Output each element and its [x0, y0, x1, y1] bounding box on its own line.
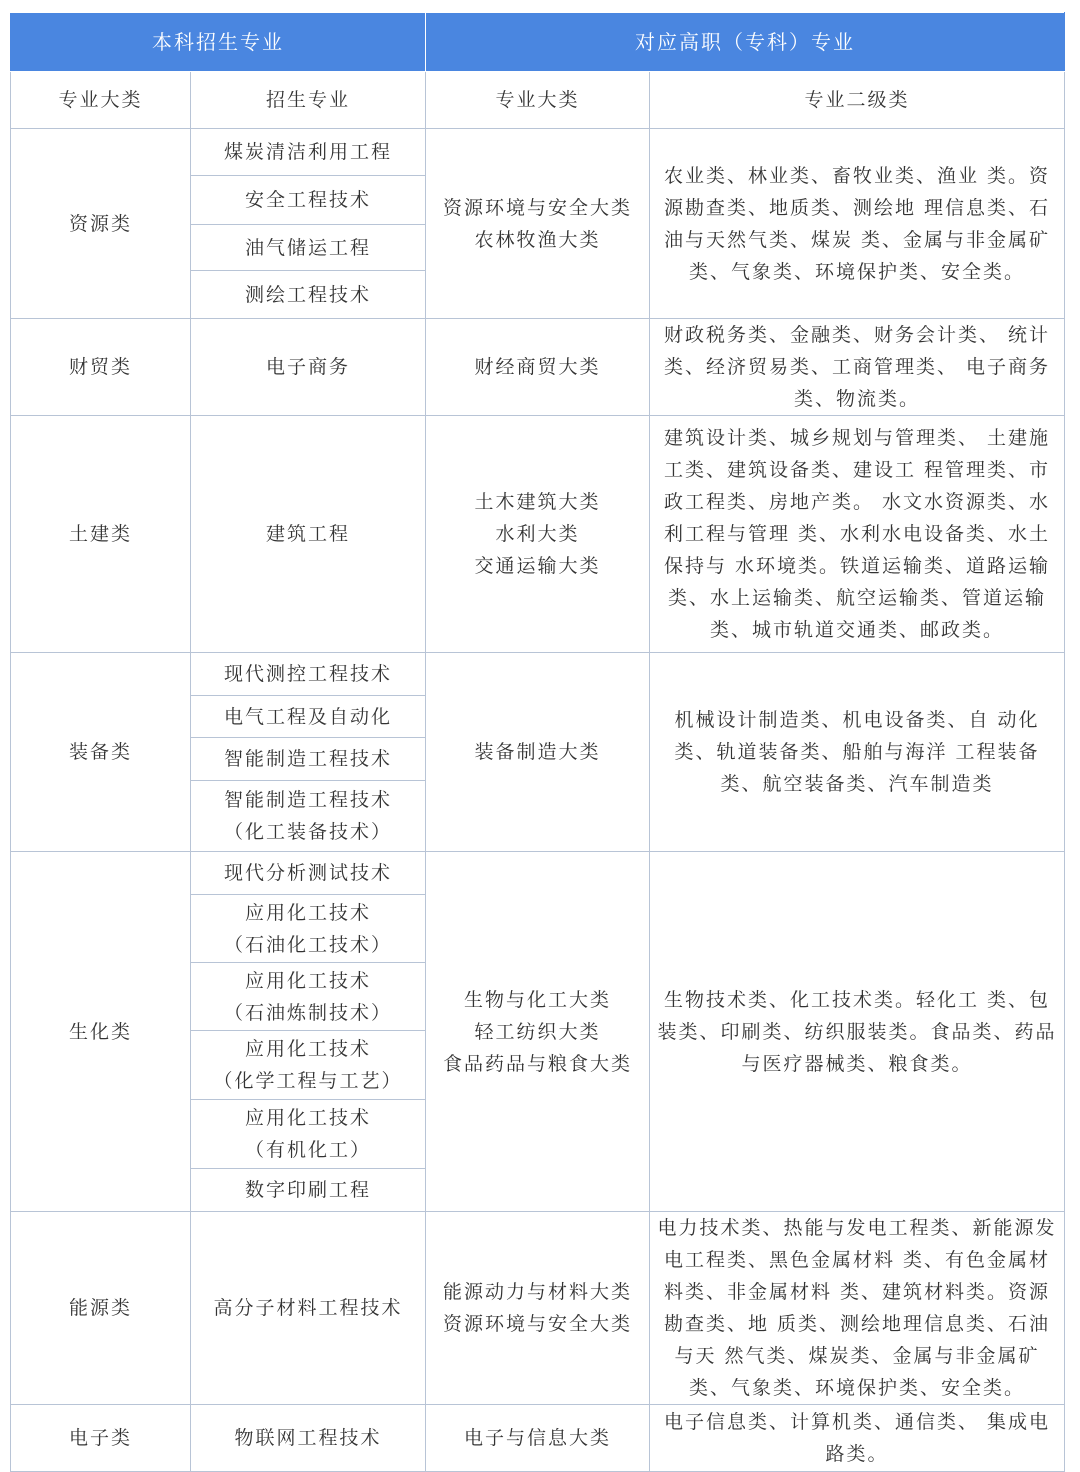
column-header-row [11, 72, 1065, 129]
major-cell: 数字印刷工程 [191, 1169, 426, 1212]
hv-category-line: 资源环境与安全大类 [442, 1313, 632, 1335]
secondary-cell: 生物技术类、化工技术类。轻化工 类、包装类、印刷类、纺织服装类。食品类、药品与医疗器械类、粮食类。 [650, 852, 1065, 1212]
category-cell: 能源类 [11, 1212, 191, 1405]
hv-category-line: 轻工纺织大类 [474, 1020, 601, 1043]
hv-category-line: 食品药品与粮食大类 [442, 1052, 632, 1075]
major-cell: 现代测控工程技术 [191, 653, 426, 696]
table-row [11, 1405, 1065, 1472]
hv-category-cell [426, 852, 650, 1212]
table-row [11, 852, 1065, 895]
hv-category-line: 财经商贸大类 [474, 356, 601, 378]
major-cell: 物联网工程技术 [191, 1405, 426, 1472]
hv-category-cell [426, 129, 650, 319]
category-cell: 装备类 [11, 653, 191, 852]
col-header-hv-category: 专业大类 [426, 72, 650, 129]
major-line: （石油炼制技术） [223, 1001, 392, 1024]
table-row [11, 129, 1065, 176]
col-header-secondary: 专业二级类 [650, 72, 1065, 129]
category-cell: 资源类 [11, 129, 191, 319]
secondary-cell: 农业类、林业类、畜牧业类、渔业 类。资源勘查类、地质类、测绘地 理信息类、石油与天然气类、煤炭 类、金属与非金属矿类、气象类、环境保护类、安全类。 [650, 129, 1065, 319]
hv-category-cell [426, 319, 650, 416]
hv-category-line: 土木建筑大类 [474, 491, 601, 513]
major-cell: 电气工程及自动化 [191, 696, 426, 738]
secondary-cell: 电子信息类、计算机类、通信类、 集成电路类。 [650, 1405, 1065, 1472]
major-cell [191, 963, 426, 1031]
major-line: 应用化工技术 [244, 901, 371, 924]
group-header-row [11, 13, 1065, 72]
hv-category-cell [426, 1405, 650, 1472]
secondary-cell: 建筑设计类、城乡规划与管理类、 土建施工类、建筑设备类、建设工 程管理类、市政工程类、房地产类。 水文水资源类、水利工程与管理 类、水利水电设备类、水土保持与 水环境类。铁道运输类、道路运输类、水上运输类、航空运输类、管道运输类、城市轨道交通类、邮政类。 [650, 416, 1065, 653]
major-cell [191, 1100, 426, 1169]
hv-category-cell [426, 416, 650, 653]
major-line: 智能制造工程技术 [223, 789, 392, 811]
table-row [11, 653, 1065, 696]
major-cell: 高分子材料工程技术 [191, 1212, 426, 1405]
major-cell: 现代分析测试技术 [191, 852, 426, 895]
major-cell: 智能制造工程技术 [191, 738, 426, 781]
major-line: 应用化工技术 [244, 969, 371, 992]
hv-category-line: 能源动力与材料大类 [442, 1281, 632, 1303]
major-line: 应用化工技术 [244, 1107, 371, 1129]
major-line: 应用化工技术 [244, 1038, 371, 1060]
secondary-cell: 财政税务类、金融类、财务会计类、 统计类、经济贸易类、工商管理类、 电子商务类、物流类。 [650, 319, 1065, 416]
major-cell: 油气储运工程 [191, 225, 426, 271]
table-row [11, 416, 1065, 653]
major-line: （石油化工技术） [223, 933, 392, 956]
table-body [11, 129, 1065, 1472]
col-header-major: 招生专业 [191, 72, 426, 129]
category-cell: 财贸类 [11, 319, 191, 416]
hv-category-line: 水利大类 [495, 523, 580, 545]
group-header-undergrad: 本科招生专业 [11, 13, 426, 72]
major-cell: 测绘工程技术 [191, 271, 426, 319]
secondary-cell: 机械设计制造类、机电设备类、自 动化类、轨道装备类、船舶与海洋 工程装备类、航空装备类、汽车制造类 [650, 653, 1065, 852]
major-cell [191, 781, 426, 852]
major-cell: 安全工程技术 [191, 176, 426, 225]
major-cell: 建筑工程 [191, 416, 426, 653]
hv-category-cell [426, 653, 650, 852]
category-cell: 土建类 [11, 416, 191, 653]
hv-category-line: 交通运输大类 [474, 555, 601, 577]
category-cell: 生化类 [11, 852, 191, 1212]
table-row [11, 319, 1065, 416]
major-cell: 煤炭清洁利用工程 [191, 129, 426, 176]
major-line: （化工装备技术） [223, 821, 392, 843]
majors-table [10, 12, 1065, 1472]
hv-category-line: 资源环境与安全大类 [442, 196, 632, 219]
hv-category-line: 装备制造大类 [474, 741, 601, 763]
major-cell [191, 895, 426, 963]
hv-category-line: 农林牧渔大类 [474, 228, 601, 251]
major-line: （化学工程与工艺） [213, 1070, 403, 1092]
group-header-vocational: 对应高职（专科）专业 [426, 13, 1065, 72]
major-line: （有机化工） [244, 1139, 371, 1161]
category-cell: 电子类 [11, 1405, 191, 1472]
table-row [11, 1212, 1065, 1405]
major-cell [191, 1031, 426, 1100]
col-header-category: 专业大类 [11, 72, 191, 129]
hv-category-line: 生物与化工大类 [463, 988, 611, 1011]
hv-category-cell [426, 1212, 650, 1405]
major-cell: 电子商务 [191, 319, 426, 416]
secondary-cell: 电力技术类、热能与发电工程类、新能源发电工程类、黑色金属材料 类、有色金属材料类、非金属材料 类、建筑材料类。资源勘查类、地 质类、测绘地理信息类、石油与天 然气类、煤炭类、金属与非金属矿类、气象类、环境保护类、安全类。 [650, 1212, 1065, 1405]
hv-category-line: 电子与信息大类 [463, 1427, 611, 1449]
